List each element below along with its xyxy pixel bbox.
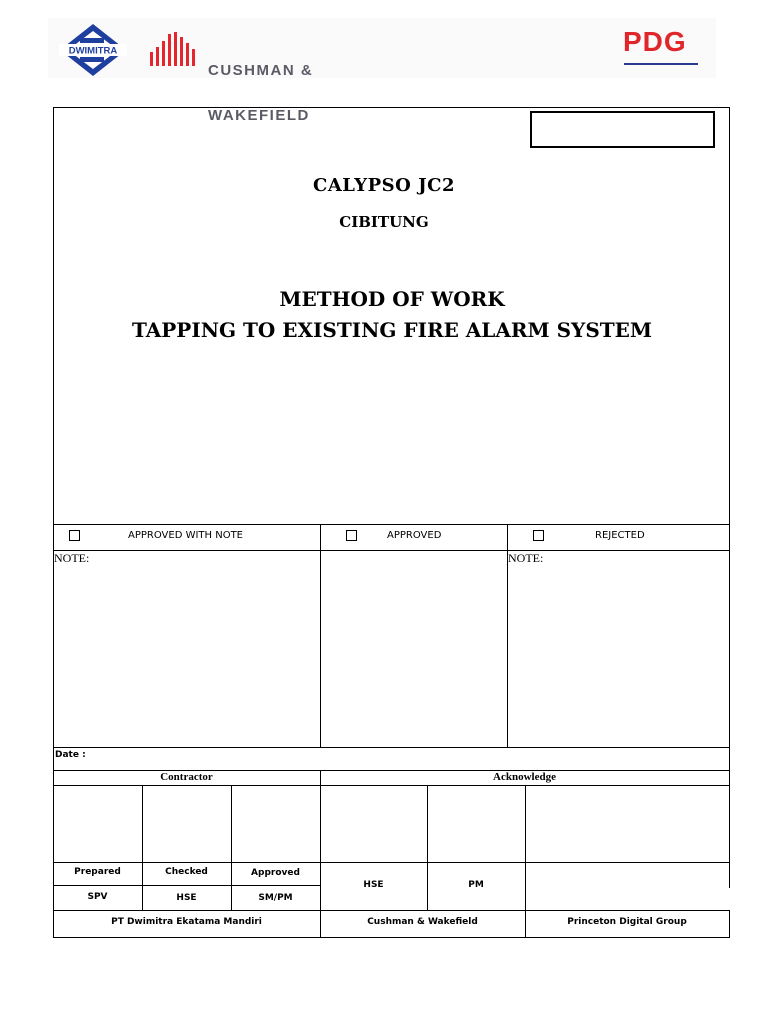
document-title-line2: TAPPING TO EXISTING FIRE ALARM SYSTEM — [131, 318, 653, 342]
company-princeton-digital-group: Princeton Digital Group — [567, 917, 687, 927]
project-name: CALYPSO JC2 — [313, 175, 455, 196]
rejected-checkbox[interactable] — [533, 530, 544, 541]
svg-text:DWIMITRA: DWIMITRA — [68, 45, 118, 57]
contractor-header: Contractor — [160, 771, 213, 783]
approved-label: APPROVED — [387, 530, 442, 541]
approved-with-note-checkbox[interactable] — [69, 530, 80, 541]
pdg-logo — [620, 26, 710, 70]
acknowledge-header: Acknowledge — [493, 771, 556, 783]
title-area — [53, 107, 730, 525]
cushman-wakefield-logo — [148, 30, 338, 124]
acknowledge-hse-label: HSE — [363, 880, 384, 890]
note-right-label: NOTE: — [508, 551, 544, 565]
date-label: Date : — [55, 750, 86, 760]
company-dwimitra: PT Dwimitra Ekatama Mandiri — [111, 917, 262, 927]
sm-pm-label: SM/PM — [258, 893, 293, 903]
document-number-box — [530, 111, 715, 148]
cushman-logo-line2: WAKEFIELD — [208, 107, 310, 124]
company-cushman-wakefield: Cushman & Wakefield — [367, 917, 478, 927]
rejected-label: REJECTED — [595, 530, 645, 541]
project-location: CIBITUNG — [339, 213, 429, 231]
approved-checkbox[interactable] — [346, 530, 357, 541]
checked-label: Checked — [165, 867, 208, 877]
acknowledge-pm-label: PM — [468, 880, 484, 890]
contractor-hse-label: HSE — [176, 893, 197, 903]
dwimitra-logo — [58, 22, 128, 78]
pdg-logo-text: PDG — [623, 26, 687, 57]
pdg-logo-underline — [624, 63, 698, 65]
note-left-label: NOTE: — [54, 551, 90, 565]
approved-with-note-label: APPROVED WITH NOTE — [128, 530, 244, 541]
approved-role-label: Approved — [251, 868, 300, 878]
document-title-line1: METHOD OF WORK — [279, 287, 505, 311]
spv-label: SPV — [87, 892, 108, 902]
prepared-label: Prepared — [74, 867, 121, 877]
cushman-logo-line1: CUSHMAN & — [208, 62, 314, 79]
